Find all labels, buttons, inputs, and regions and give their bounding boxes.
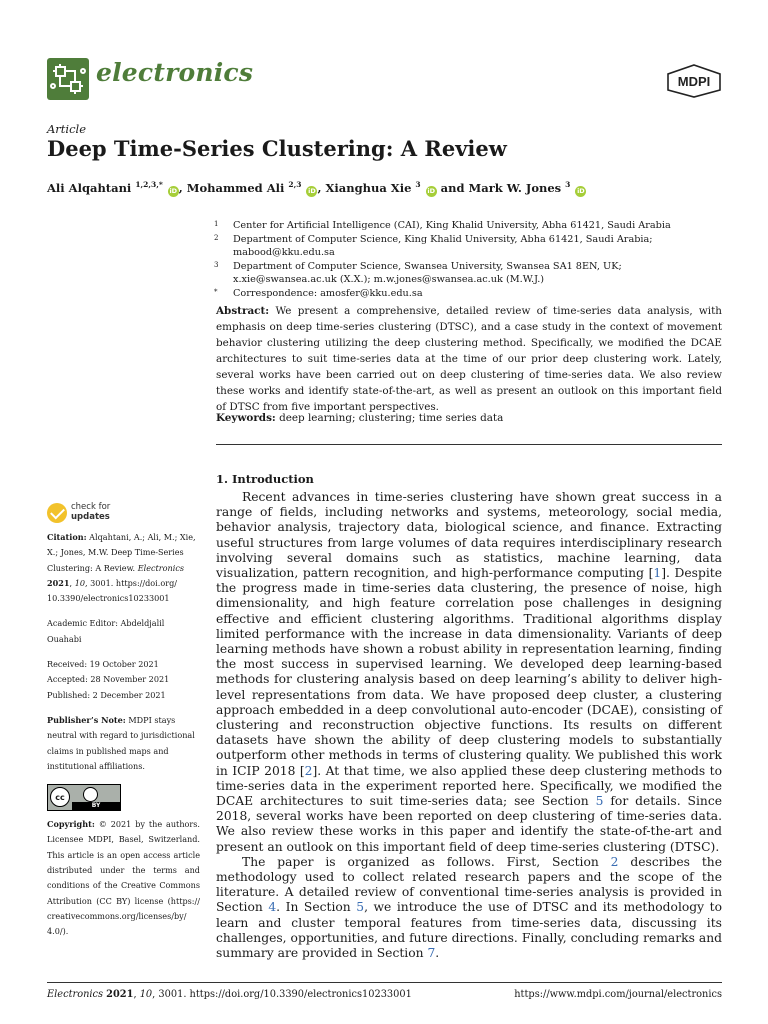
publisher-name: MDPI (677, 74, 711, 89)
received-date: Received: 19 October 2021 (47, 659, 159, 670)
section-heading: 1. Introduction (216, 472, 314, 486)
reference-link[interactable]: 1 (653, 566, 662, 581)
mdpi-logo (666, 64, 722, 98)
author-affiliation: 3 (565, 180, 571, 189)
affiliation-item: 3 Department of Computer Science, Swansea University, Swansea SA1 8EN, UK; x.xie@swansea.ac.uk (X.X.); m.w.jones@swansea.ac.uk (M.W.J.) (214, 260, 622, 285)
orcid-icon[interactable]: iD (577, 186, 585, 195)
author-list: Ali Alqahtani $^{1,2,3,*}$ iD , Mohammed Ali $^{2,3}$ iD , Xianghua Xie $^3$ iD and Mark W. Jones $^3$ iD (47, 180, 585, 195)
published-date: Published: 2 December 2021 (47, 689, 166, 700)
keywords-label: Keywords: (216, 412, 276, 424)
check-updates-icon (47, 503, 67, 523)
paragraph: The paper is organized as follows. First, Section 2 describes the methodology used to collect related research papers and the scope of the literature. A detailed review of conventional time-series analysis is provided in Section 4. In Section 5, we introduce the use of DTSC and its methodology to learn and cluster temporal features from time-series data, discussing its challenges, opportunities, and future directions. Finally, concluding remarks and summary are provided in Section 7. (216, 854, 722, 961)
affiliation-item: 2 Department of Computer Science, King Khalid University, Abha 61421, Saudi Arabia; mabood@kku.edu.sa (214, 233, 653, 258)
academic-editor: Academic Editor: Abdeldjalil Ouahabi (47, 618, 165, 644)
check-for-updates-button[interactable]: check for updates (47, 502, 157, 524)
citation: Citation: Alqahtani, A.; Ali, M.; Xie, X.; Jones, M.W. Deep Time-Series Clustering: A Review. Electronics 2021, 10, 3001. https://doi.org/ 10.3390/electronics10233001 (47, 532, 196, 604)
orcid-icon[interactable]: iD (308, 186, 316, 195)
author-affiliation: 1,2,3,* (135, 180, 163, 189)
footer-citation: Electronics 2021, 10, 3001. https://doi.org/10.3390/electronics10233001 (47, 989, 412, 1000)
orcid-icon[interactable]: iD (169, 186, 178, 195)
abstract-text: We present a comprehensive, detailed review of time-series data analysis, with emphasis on deep time-series clustering (DTSC), and a case study in the context of movement behavior clustering utilizing the deep clustering method. Specifically, we modified the DCAE architectures to suit time-series data at the time of our prior deep clustering work. Lately, several works have been carried out on deep clustering of time-series data. We also review these works and identify state-of-the-art, as well as present an outlook on this important field of DTSC from five important perspectives. (216, 305, 722, 413)
section-link[interactable]: 5 (356, 900, 365, 915)
article-type: Article (47, 122, 87, 136)
author-name: Mohammed Ali (186, 180, 285, 195)
abstract (216, 303, 722, 415)
affiliation-item: * Correspondence: amosfer@kku.edu.sa (214, 287, 423, 299)
reference-link[interactable]: 2 (304, 763, 313, 778)
journal-logo-icon (47, 58, 89, 100)
affiliation-item: 1 Center for Artificial Intelligence (CAI), King Khalid University, Abha 61421, Saudi Arabia (214, 220, 671, 231)
section-link[interactable]: 2 (610, 854, 619, 869)
sidebar (47, 530, 200, 940)
author-affiliation: 2,3 (288, 180, 302, 189)
author-name: Mark W. Jones (468, 180, 562, 195)
section-link[interactable]: 4 (268, 900, 277, 915)
author-name: Ali Alqahtani (47, 180, 132, 195)
dates (47, 657, 200, 703)
section-link[interactable]: 5 (595, 794, 604, 809)
paragraph: Recent advances in time-series clustering have shown great success in a range of fields, including networks and systems, meteorology, social media, behavior analysis, trajectory data, biological science, and finance. Extracting useful structures from large volumes of data requires interdisciplinary research involving several domains such as statistics, machine learning, data visualization, pattern recognition, and high-performance computing [1]. Despite the progress made in time-series data clustering, the presence of noise, high dimensionality, and high feature correlation pose challenges in designing effective and efficient clustering algorithms. Traditional algorithms display limited performance with the increase in data dimensionality. Variants of deep learning methods have shown a robust ability in representation learning, finding the most success in supervised learning. We developed deep learning-based methods for clustering analysis based on deep learning’s ability to deliver high-level representations from data. We have proposed deep cluster, a clustering approach embedded in a deep convolutional auto-encoder (DCAE), consisting of clustering and reconstruction objective functions. Its results on different datasets have shown the ability of deep clustering models to substantially outperform other methods in terms of clustering quality. We published this work in ICIP 2018 [2]. At that time, we also applied these deep clustering methods to time-series data in the experiment reported here. Specifically, we modified the DCAE architectures to suit time-series data; see Section 5 for details. Since 2018, several works have been reported on deep clustering of time-series data. We also review these works in this paper and identify the state-of-the-art and present an outlook on this important field of deep time-series clustering (DTSC). (216, 490, 723, 854)
copyright: Copyright: © 2021 by the authors. Licensee MDPI, Basel, Switzerland. This article is an open access article distributed under the terms and conditions of the Creative Commons Attribution (CC BY) license (https:// creativecommons.org/licenses/by/ 4.0/). (47, 819, 200, 937)
divider (216, 444, 722, 445)
accepted-date: Accepted: 28 November 2021 (47, 674, 170, 685)
article-title: Deep Time-Series Clustering: A Review (47, 136, 507, 161)
footer-divider (47, 982, 722, 983)
affiliations (214, 219, 724, 300)
creative-commons-icon[interactable]: cc BY (47, 784, 121, 811)
author-affiliation: 3 (415, 180, 421, 189)
publisher-note: Publisher’s Note: MDPI stays neutral with regard to jurisdictional claims in published maps and institutional affiliations. (47, 714, 195, 771)
section-link[interactable]: 7 (427, 946, 436, 961)
person-icon (83, 787, 98, 802)
orcid-icon[interactable]: iD (427, 186, 435, 195)
author-name: Xianghua Xie (325, 180, 412, 195)
journal-name: electronics (96, 58, 254, 87)
abstract-label: Abstract: (216, 305, 270, 317)
keywords (216, 412, 722, 424)
citation-doi-link[interactable]: , 3001. https://doi.org/ 10.3390/electronics10233001 (47, 577, 177, 604)
introduction-body (216, 490, 722, 961)
keywords-text: deep learning; clustering; time series data (279, 412, 504, 424)
footer-journal-url[interactable]: https://www.mdpi.com/journal/electronics (514, 989, 722, 1000)
footer-doi-link[interactable]: , 3001. https://doi.org/10.3390/electronics10233001 (152, 989, 412, 1000)
